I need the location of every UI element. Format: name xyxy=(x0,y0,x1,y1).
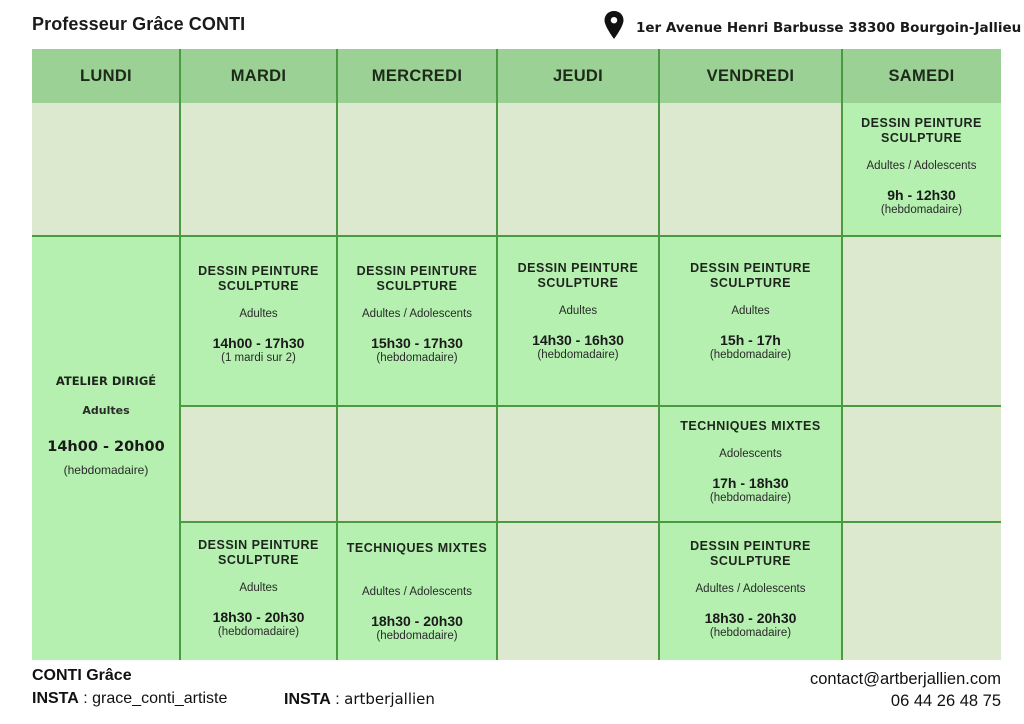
course-audience: Adultes / Adolescents xyxy=(866,160,977,172)
course-time: 15h - 17h xyxy=(720,332,781,348)
course-vendredi-dessin-1 xyxy=(659,236,842,406)
course-audience: Adultes xyxy=(731,305,770,317)
weekly-schedule xyxy=(32,49,1001,660)
slot-empty xyxy=(659,103,842,236)
course-name: DESSIN PEINTURE SCULPTURE xyxy=(356,264,478,293)
slot-empty xyxy=(497,103,659,236)
insta-separator: : xyxy=(78,690,93,707)
course-frequency: (hebdomadaire) xyxy=(537,349,619,361)
course-mercredi-techniques xyxy=(337,522,497,660)
footer-name: CONTI Grâce xyxy=(32,667,132,684)
course-time: 14h00 - 17h30 xyxy=(212,335,305,351)
course-frequency: (hebdomadaire) xyxy=(709,492,792,504)
grid-divider xyxy=(179,49,181,660)
course-frequency: (hebdomadaire) xyxy=(376,352,458,364)
instagram-personal[interactable] xyxy=(32,690,227,708)
course-name: DESSIN PEINTURE SCULPTURE xyxy=(198,538,319,567)
slot-empty xyxy=(842,236,1001,406)
course-time: 14h00 - 20h00 xyxy=(47,439,165,455)
course-audience: Adultes / Adolescents xyxy=(362,308,472,320)
course-samedi-dessin xyxy=(842,103,1001,236)
contact-phone[interactable]: 06 44 26 48 75 xyxy=(890,692,1001,710)
slot-empty xyxy=(32,103,180,236)
contact-email[interactable]: contact@artberjallien.com xyxy=(810,670,1001,688)
insta-separator: : xyxy=(330,691,345,708)
course-name: ATELIER DIRIGÉ xyxy=(55,374,157,388)
insta-handle: grace_conti_artiste xyxy=(92,690,228,707)
slot-empty xyxy=(337,406,497,522)
day-header-mercredi: MERCREDI xyxy=(337,49,497,103)
course-mardi-dessin-1 xyxy=(180,236,337,406)
insta-handle: artberjallien xyxy=(344,690,435,708)
grid-divider xyxy=(180,405,1001,407)
course-vendredi-techniques xyxy=(659,406,842,522)
course-audience: Adolescents xyxy=(719,448,782,460)
address-text: 1er Avenue Henri Barbusse 38300 Bourgoin-Jallieu xyxy=(636,20,1022,36)
grid-divider xyxy=(658,49,660,660)
insta-label: INSTA xyxy=(284,691,331,708)
course-name: TECHNIQUES MIXTES xyxy=(680,419,821,433)
course-audience: Adultes xyxy=(239,582,278,594)
course-frequency: (hebdomadaire) xyxy=(709,349,792,361)
course-time: 17h - 18h30 xyxy=(712,475,789,491)
slot-empty xyxy=(180,103,337,236)
day-header-jeudi: JEUDI xyxy=(497,49,659,103)
day-header-samedi: SAMEDI xyxy=(842,49,1001,103)
address xyxy=(604,10,1021,40)
course-name: DESSIN PEINTURE SCULPTURE xyxy=(198,264,319,293)
course-time: 18h30 - 20h30 xyxy=(704,610,797,626)
course-frequency: (hebdomadaire) xyxy=(217,626,300,638)
grid-divider xyxy=(32,235,1001,237)
course-time: 14h30 - 16h30 xyxy=(532,332,624,348)
course-time: 18h30 - 20h30 xyxy=(371,613,463,629)
course-frequency: (hebdomadaire) xyxy=(376,630,458,642)
insta-label: INSTA xyxy=(32,690,79,707)
course-name: DESSIN PEINTURE SCULPTURE xyxy=(517,261,639,290)
course-time: 18h30 - 20h30 xyxy=(212,609,305,625)
course-name: DESSIN PEINTURE SCULPTURE xyxy=(690,261,811,290)
slot-empty xyxy=(842,522,1001,660)
course-audience: Adultes xyxy=(82,404,130,417)
course-mercredi-dessin xyxy=(337,236,497,406)
slot-empty xyxy=(337,103,497,236)
day-header-vendredi: VENDREDI xyxy=(659,49,842,103)
instagram-studio[interactable] xyxy=(284,690,435,709)
day-header-lundi: LUNDI xyxy=(32,49,180,103)
grid-divider xyxy=(841,49,843,660)
course-time: 9h - 12h30 xyxy=(887,187,956,203)
course-audience: Adultes xyxy=(558,305,598,317)
course-lundi-atelier xyxy=(32,236,180,660)
course-frequency: (1 mardi sur 2) xyxy=(221,352,296,364)
course-name: TECHNIQUES MIXTES xyxy=(346,541,488,555)
slot-empty xyxy=(497,522,659,660)
page-title: Professeur Grâce CONTI xyxy=(32,14,246,34)
course-vendredi-dessin-2 xyxy=(659,522,842,660)
course-mardi-dessin-2 xyxy=(180,522,337,660)
course-time: 15h30 - 17h30 xyxy=(371,335,463,351)
course-name: DESSIN PEINTURE SCULPTURE xyxy=(690,539,811,568)
course-audience: Adultes / Adolescents xyxy=(695,583,806,595)
slot-empty xyxy=(497,406,659,522)
slot-empty xyxy=(180,406,337,522)
course-jeudi-dessin xyxy=(497,236,659,406)
day-header-mardi: MARDI xyxy=(180,49,337,103)
grid-divider xyxy=(336,49,338,660)
slot-empty xyxy=(842,406,1001,522)
course-name: DESSIN PEINTURE SCULPTURE xyxy=(861,116,982,145)
course-frequency: (hebdomadaire) xyxy=(709,627,792,639)
course-frequency: (hebdomadaire) xyxy=(880,204,963,216)
course-frequency: (hebdomadaire) xyxy=(63,463,149,477)
map-pin-icon xyxy=(604,11,624,39)
grid-divider xyxy=(496,49,498,660)
course-audience: Adultes xyxy=(239,308,278,320)
grid-divider xyxy=(180,521,1001,523)
course-audience: Adultes / Adolescents xyxy=(362,586,472,598)
